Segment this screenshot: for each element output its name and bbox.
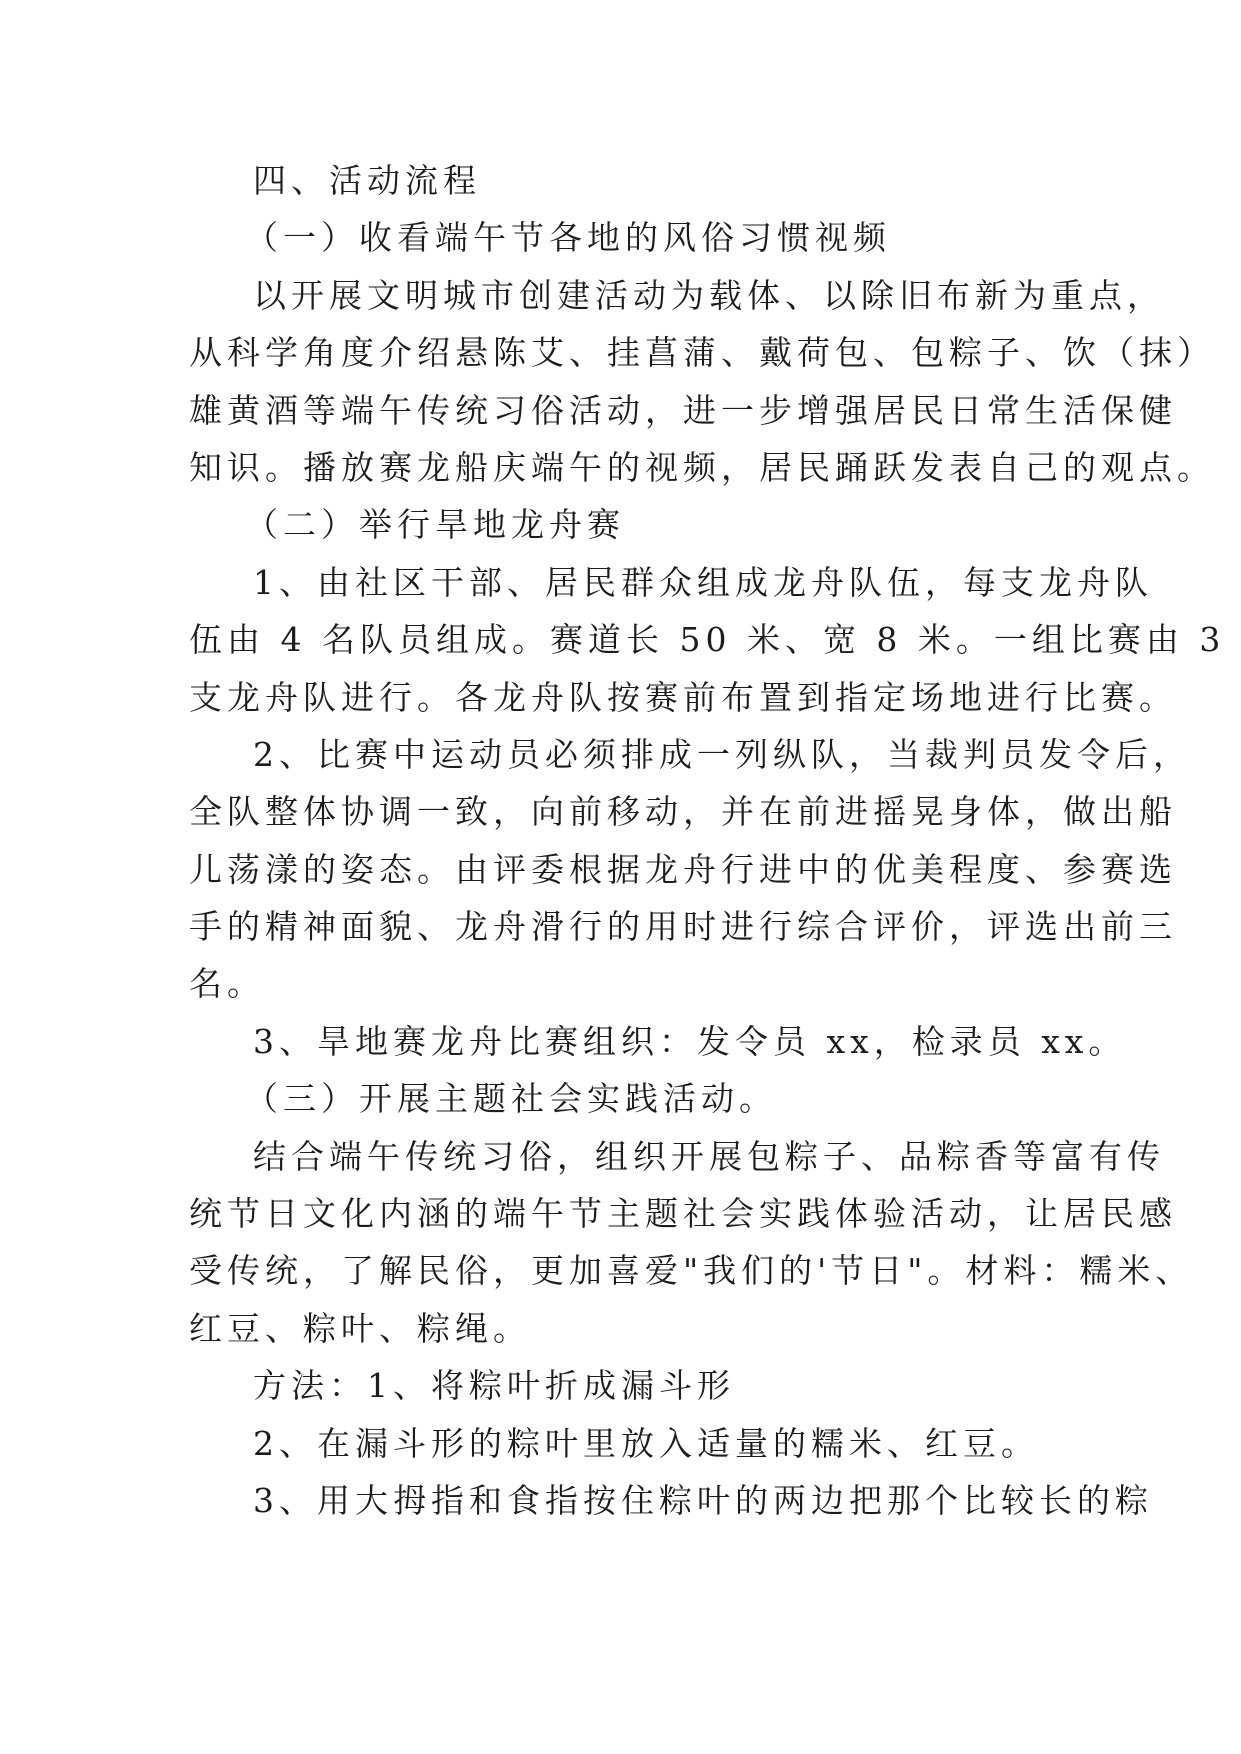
paragraph-line: 雄黄酒等端午传统习俗活动，进一步增强居民日常生活保健 — [189, 390, 1177, 430]
subsection-heading-3: （三）开展主题社会实践活动。 — [245, 1079, 777, 1119]
method-step-line: 2、在漏斗形的粽叶里放入适量的糯米、红豆。 — [253, 1423, 1039, 1463]
paragraph-line: 手的精神面貌、龙舟滑行的用时进行综合评价，评选出前三 — [189, 907, 1177, 947]
paragraph-line: 红豆、粽叶、粽绳。 — [189, 1308, 531, 1348]
method-line: 方法：1、将粽叶折成漏斗形 — [253, 1366, 735, 1406]
subsection-heading-2: （二）举行旱地龙舟赛 — [245, 505, 625, 545]
paragraph-line: 儿荡漾的姿态。由评委根据龙舟行进中的优美程度、参赛选 — [189, 849, 1177, 889]
paragraph-line: 1、由社区干部、居民群众组成龙舟队伍，每支龙舟队 — [253, 562, 1153, 602]
paragraph-line: 以开展文明城市创建活动为载体、以除旧布新为重点， — [253, 275, 1165, 315]
section-heading-activity-process: 四、活动流程 — [253, 161, 481, 200]
paragraph-line: 2、比赛中运动员必须排成一列纵队，当裁判员发令后， — [253, 734, 1191, 774]
subsection-heading-1: （一）收看端午节各地的风俗习惯视频 — [245, 218, 891, 258]
paragraph-line: 支龙舟队进行。各龙舟队按赛前布置到指定场地进行比赛。 — [189, 677, 1177, 717]
paragraph-line: 结合端午传统习俗，组织开展包粽子、品粽香等富有传 — [253, 1136, 1165, 1176]
document-body — [189, 152, 1226, 1529]
paragraph-line: 统节日文化内涵的端午节主题社会实践体验活动，让居民感 — [189, 1194, 1177, 1234]
paragraph-line: 伍由 4 名队员组成。赛道长 50 米、宽 8 米。一组比赛由 3 — [189, 620, 1226, 660]
paragraph-line: 知识。播放赛龙船庆端午的视频，居民踊跃发表自己的观点。 — [189, 447, 1215, 487]
paragraph-line: 全队整体协调一致，向前移动，并在前进摇晃身体，做出船 — [189, 792, 1177, 832]
paragraph-line: 名。 — [189, 964, 265, 1004]
paragraph-line: 3、旱地赛龙舟比赛组织：发令员 xx，检录员 xx。 — [253, 1021, 1127, 1061]
paragraph-line: 从科学角度介绍悬陈艾、挂菖蒲、戴荷包、包粽子、饮（抹） — [189, 333, 1215, 373]
method-step-line: 3、用大拇指和食指按住粽叶的两边把那个比较长的粽 — [253, 1480, 1153, 1520]
paragraph-line: 受传统，了解民俗，更加喜爱"我们的'节日"。材料：糯米、 — [189, 1251, 1194, 1291]
